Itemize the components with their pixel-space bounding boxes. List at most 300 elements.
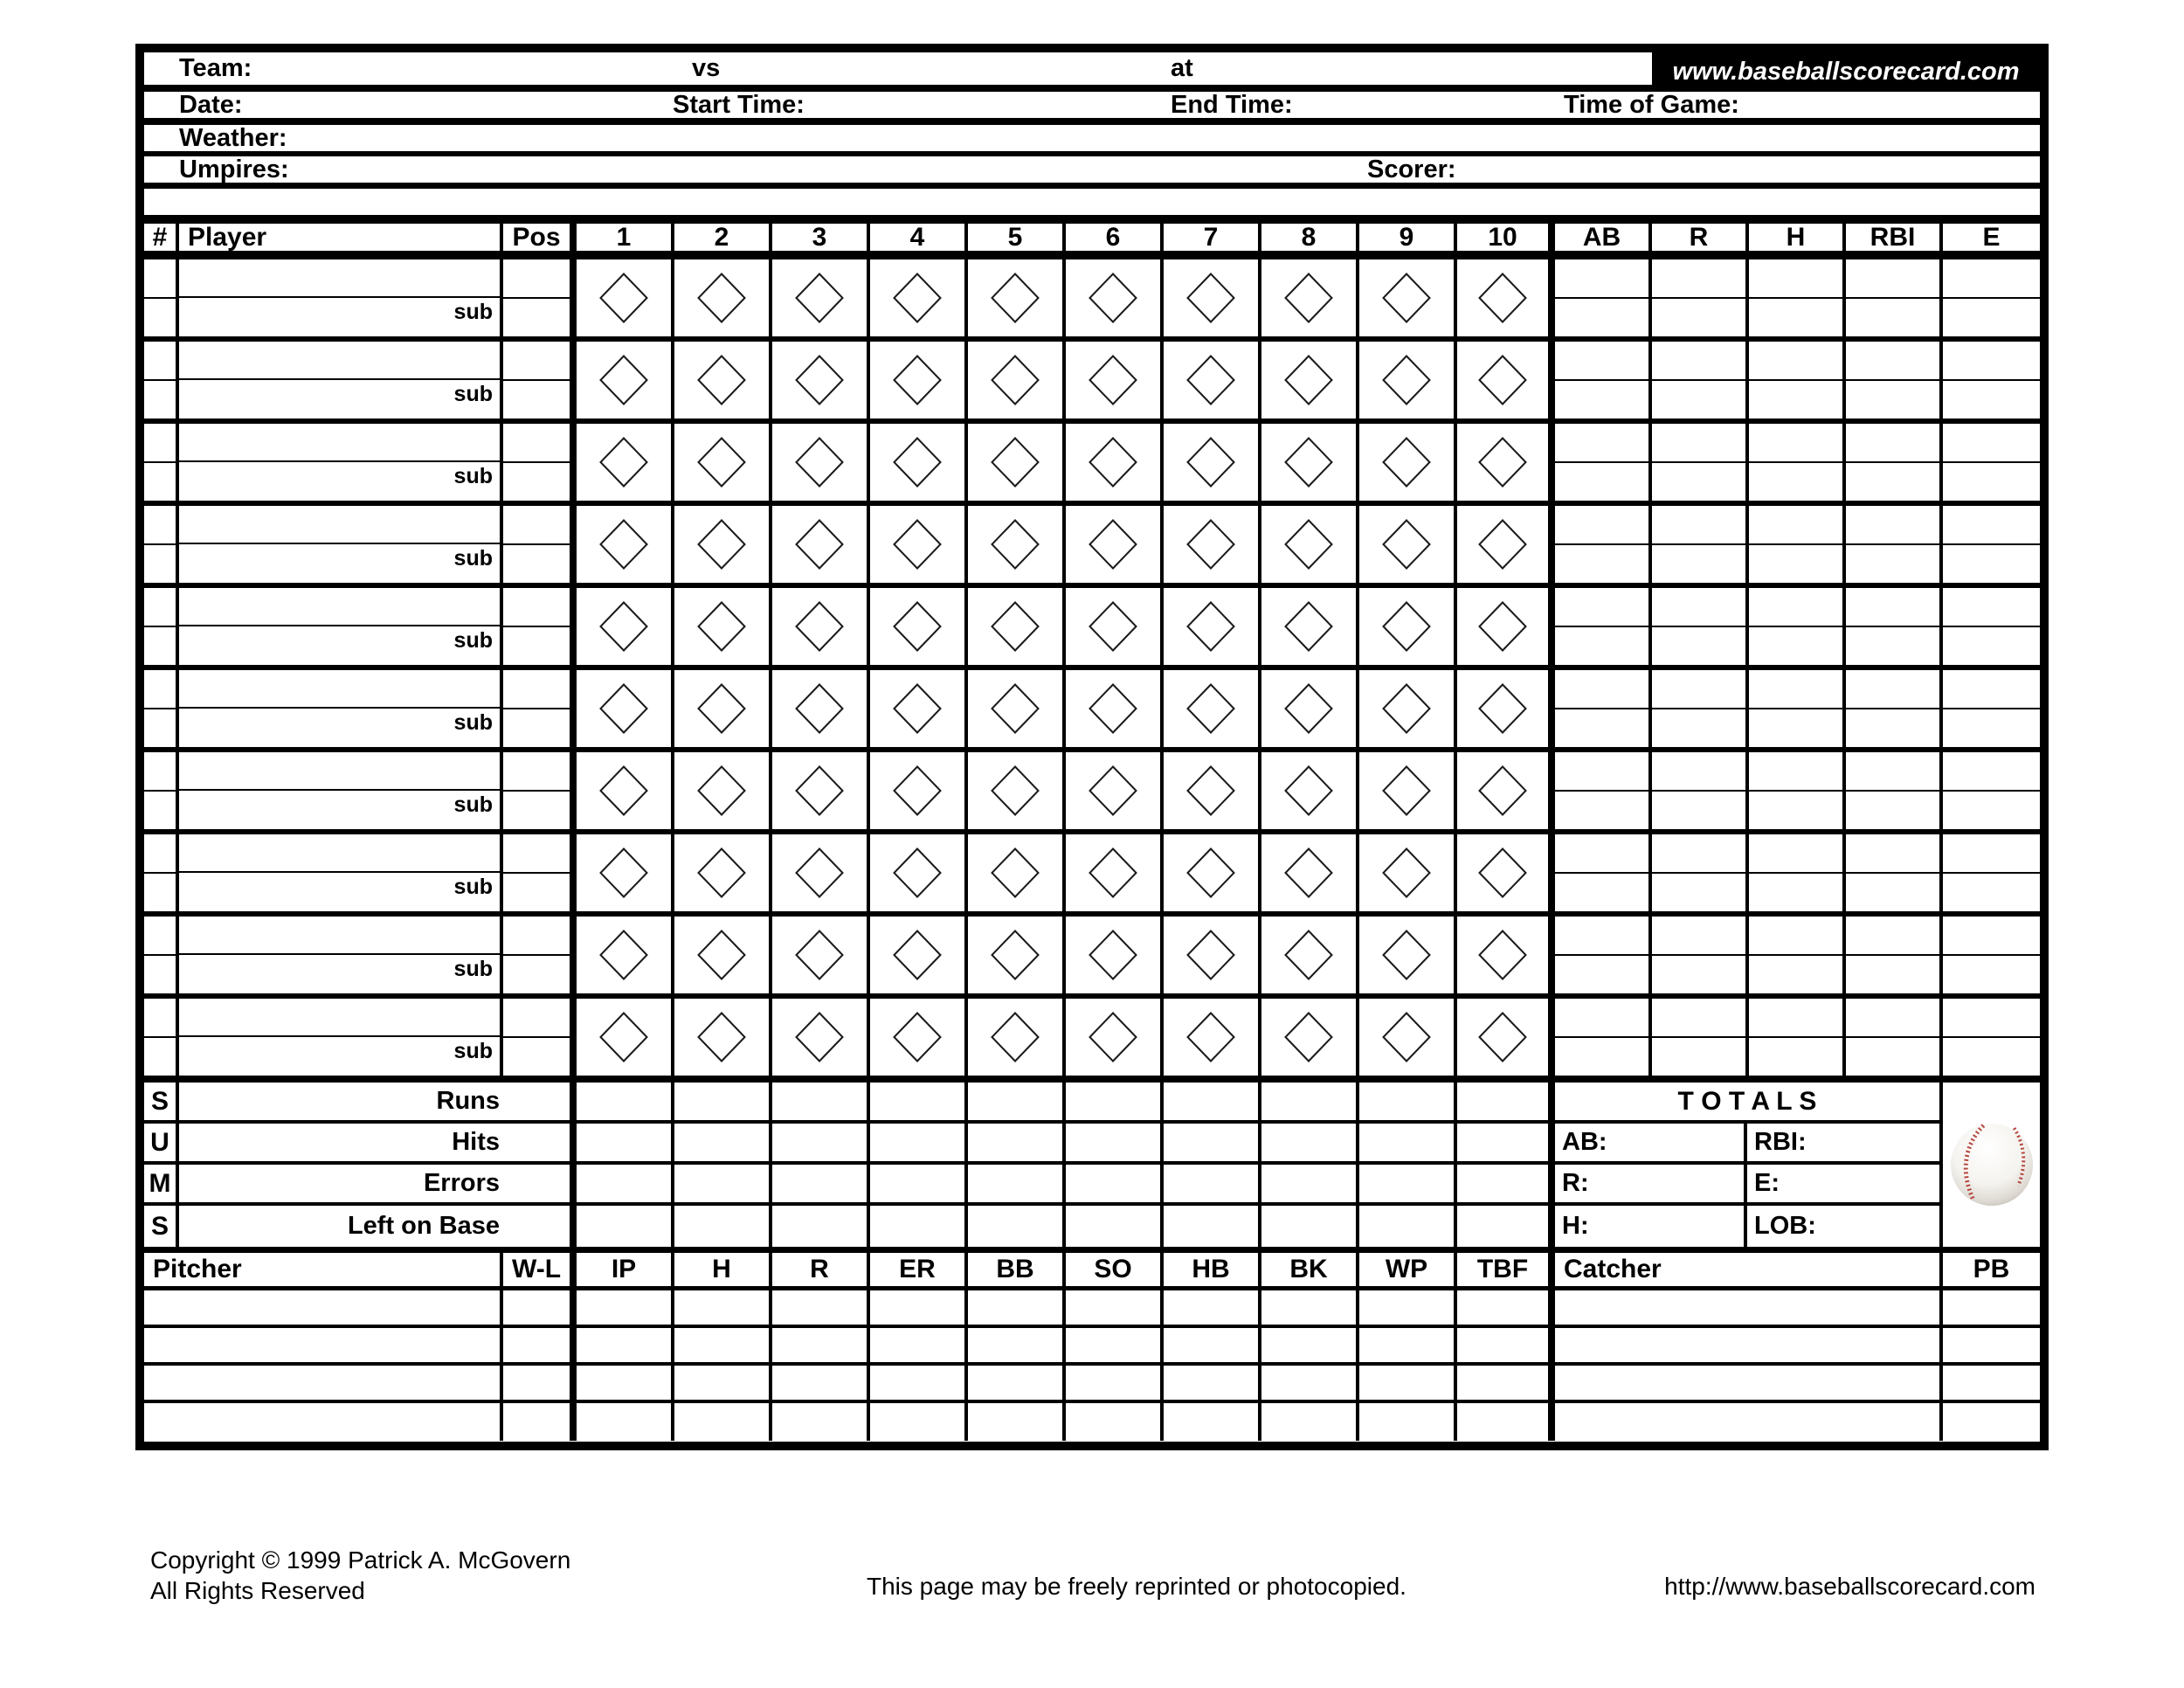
r-cell[interactable] (1652, 259, 1745, 299)
ab-cell[interactable] (1555, 259, 1648, 299)
inning-scoring-cell[interactable] (1164, 670, 1261, 747)
pitcher-stat-cell[interactable] (968, 1328, 1066, 1362)
sums-inning-total-cell[interactable] (968, 1083, 1066, 1120)
inning-scoring-cell[interactable] (1359, 506, 1457, 583)
sums-inning-total-cell[interactable] (1359, 1206, 1457, 1247)
rbi-sub-cell[interactable] (1846, 1038, 1939, 1076)
pitcher-stat-cell[interactable] (968, 1366, 1066, 1400)
rbi-sub-cell[interactable] (1846, 956, 1939, 993)
inning-scoring-cell[interactable] (577, 506, 674, 583)
inning-scoring-cell[interactable] (674, 834, 772, 911)
sums-inning-total-cell[interactable] (968, 1165, 1066, 1202)
inning-scoring-cell[interactable] (772, 834, 870, 911)
pitcher-stat-cell[interactable] (1066, 1290, 1164, 1325)
inning-scoring-cell[interactable] (772, 588, 870, 665)
player-number-cell[interactable] (144, 424, 176, 463)
ab-cell[interactable] (1555, 752, 1648, 792)
sums-inning-total-cell[interactable] (1359, 1165, 1457, 1202)
inning-scoring-cell[interactable] (1457, 834, 1555, 911)
r-sub-cell[interactable] (1652, 956, 1745, 993)
sums-inning-total-cell[interactable] (1164, 1206, 1261, 1247)
inning-scoring-cell[interactable] (1457, 506, 1555, 583)
catcher-name-cell[interactable] (1555, 1403, 1943, 1441)
pitcher-stat-cell[interactable] (772, 1290, 870, 1325)
r-sub-cell[interactable] (1652, 299, 1745, 336)
sub-name-cell[interactable] (179, 544, 500, 583)
catcher-pb-cell[interactable] (1943, 1328, 2040, 1362)
inning-scoring-cell[interactable] (674, 424, 772, 501)
e-sub-cell[interactable] (1943, 792, 2040, 829)
pitcher-stat-cell[interactable] (870, 1366, 968, 1400)
position-cell[interactable] (503, 506, 570, 545)
sums-inning-total-cell[interactable] (1457, 1206, 1555, 1247)
sums-inning-total-cell[interactable] (772, 1124, 870, 1161)
inning-scoring-cell[interactable] (870, 588, 968, 665)
inning-scoring-cell[interactable] (968, 506, 1066, 583)
rbi-sub-cell[interactable] (1846, 874, 1939, 911)
sub-name-cell[interactable] (179, 462, 500, 501)
ab-cell[interactable] (1555, 999, 1648, 1038)
sums-inning-total-cell[interactable] (1164, 1083, 1261, 1120)
rbi-cell[interactable] (1846, 424, 1939, 463)
inning-scoring-cell[interactable] (968, 424, 1066, 501)
player-number-cell[interactable] (144, 259, 176, 299)
inning-scoring-cell[interactable] (1066, 259, 1164, 336)
e-sub-cell[interactable] (1943, 381, 2040, 419)
inning-scoring-cell[interactable] (674, 259, 772, 336)
totals-left-field[interactable]: H: (1555, 1206, 1747, 1247)
pitcher-stat-cell[interactable] (1359, 1290, 1457, 1325)
inning-scoring-cell[interactable] (1359, 752, 1457, 829)
catcher-pb-cell[interactable] (1943, 1403, 2040, 1441)
pitcher-wl-cell[interactable] (503, 1403, 577, 1441)
inning-scoring-cell[interactable] (968, 917, 1066, 993)
inning-scoring-cell[interactable] (870, 259, 968, 336)
inning-scoring-cell[interactable] (870, 917, 968, 993)
rbi-cell[interactable] (1846, 752, 1939, 792)
sums-inning-total-cell[interactable] (577, 1083, 674, 1120)
inning-scoring-cell[interactable] (577, 670, 674, 747)
inning-scoring-cell[interactable] (1261, 917, 1359, 993)
sub-name-cell[interactable] (179, 873, 500, 911)
pitcher-stat-cell[interactable] (674, 1328, 772, 1362)
inning-scoring-cell[interactable] (870, 670, 968, 747)
player-name-cell[interactable] (179, 259, 500, 298)
inning-scoring-cell[interactable] (1457, 670, 1555, 747)
sums-inning-total-cell[interactable] (1066, 1124, 1164, 1161)
sub-number-cell[interactable] (144, 627, 176, 665)
player-number-cell[interactable] (144, 342, 176, 381)
sums-inning-total-cell[interactable] (674, 1083, 772, 1120)
position-cell[interactable] (503, 917, 570, 956)
rbi-cell[interactable] (1846, 259, 1939, 299)
r-sub-cell[interactable] (1652, 627, 1745, 665)
r-cell[interactable] (1652, 752, 1745, 792)
sub-name-cell[interactable] (179, 791, 500, 829)
position-cell[interactable] (503, 588, 570, 627)
ab-cell[interactable] (1555, 917, 1648, 956)
r-cell[interactable] (1652, 834, 1745, 874)
totals-right-field[interactable]: LOB: (1754, 1212, 1816, 1240)
pitcher-name-cell[interactable] (144, 1290, 503, 1325)
sums-inning-total-cell[interactable] (870, 1206, 968, 1247)
pitcher-stat-cell[interactable] (870, 1328, 968, 1362)
r-sub-cell[interactable] (1652, 463, 1745, 501)
rbi-sub-cell[interactable] (1846, 299, 1939, 336)
rbi-sub-cell[interactable] (1846, 792, 1939, 829)
inning-scoring-cell[interactable] (1066, 917, 1164, 993)
e-sub-cell[interactable] (1943, 299, 2040, 336)
sums-inning-total-cell[interactable] (870, 1124, 968, 1161)
e-sub-cell[interactable] (1943, 1038, 2040, 1076)
h-cell[interactable] (1749, 342, 1842, 381)
sub-position-cell[interactable] (503, 463, 570, 501)
inning-scoring-cell[interactable] (577, 259, 674, 336)
pitcher-stat-cell[interactable] (1066, 1328, 1164, 1362)
inning-scoring-cell[interactable] (968, 259, 1066, 336)
position-cell[interactable] (503, 259, 570, 299)
e-cell[interactable] (1943, 999, 2040, 1038)
sums-inning-total-cell[interactable] (1066, 1206, 1164, 1247)
sub-position-cell[interactable] (503, 709, 570, 747)
sums-inning-total-cell[interactable] (1457, 1165, 1555, 1202)
sums-inning-total-cell[interactable] (968, 1206, 1066, 1247)
inning-scoring-cell[interactable] (1457, 999, 1555, 1076)
sums-inning-total-cell[interactable] (1261, 1206, 1359, 1247)
position-cell[interactable] (503, 752, 570, 792)
sums-inning-total-cell[interactable] (1066, 1083, 1164, 1120)
inning-scoring-cell[interactable] (1164, 834, 1261, 911)
h-sub-cell[interactable] (1749, 1038, 1842, 1076)
pitcher-stat-cell[interactable] (577, 1366, 674, 1400)
pitcher-stat-cell[interactable] (772, 1366, 870, 1400)
player-number-cell[interactable] (144, 834, 176, 874)
h-cell[interactable] (1749, 752, 1842, 792)
r-cell[interactable] (1652, 342, 1745, 381)
inning-scoring-cell[interactable] (870, 752, 968, 829)
sub-position-cell[interactable] (503, 874, 570, 911)
inning-scoring-cell[interactable] (1066, 670, 1164, 747)
player-number-cell[interactable] (144, 752, 176, 792)
pitcher-stat-cell[interactable] (1261, 1290, 1359, 1325)
sums-inning-total-cell[interactable] (577, 1124, 674, 1161)
ab-cell[interactable] (1555, 424, 1648, 463)
inning-scoring-cell[interactable] (870, 999, 968, 1076)
player-name-cell[interactable] (179, 999, 500, 1037)
pitcher-name-cell[interactable] (144, 1403, 503, 1441)
catcher-pb-cell[interactable] (1943, 1290, 2040, 1325)
e-cell[interactable] (1943, 259, 2040, 299)
h-sub-cell[interactable] (1749, 874, 1842, 911)
pitcher-stat-cell[interactable] (1164, 1366, 1261, 1400)
inning-scoring-cell[interactable] (1066, 424, 1164, 501)
inning-scoring-cell[interactable] (968, 342, 1066, 419)
pitcher-name-cell[interactable] (144, 1366, 503, 1400)
inning-scoring-cell[interactable] (968, 588, 1066, 665)
sub-number-cell[interactable] (144, 709, 176, 747)
inning-scoring-cell[interactable] (1359, 259, 1457, 336)
sums-inning-total-cell[interactable] (772, 1083, 870, 1120)
r-cell[interactable] (1652, 917, 1745, 956)
pitcher-stat-cell[interactable] (1261, 1403, 1359, 1441)
sub-number-cell[interactable] (144, 545, 176, 583)
h-sub-cell[interactable] (1749, 463, 1842, 501)
catcher-pb-cell[interactable] (1943, 1366, 2040, 1400)
rbi-cell[interactable] (1846, 834, 1939, 874)
sub-position-cell[interactable] (503, 956, 570, 993)
pitcher-stat-cell[interactable] (674, 1366, 772, 1400)
sums-inning-total-cell[interactable] (1164, 1124, 1261, 1161)
pitcher-name-cell[interactable] (144, 1328, 503, 1362)
inning-scoring-cell[interactable] (1066, 752, 1164, 829)
r-cell[interactable] (1652, 424, 1745, 463)
sums-inning-total-cell[interactable] (1261, 1083, 1359, 1120)
inning-scoring-cell[interactable] (674, 506, 772, 583)
h-cell[interactable] (1749, 424, 1842, 463)
r-sub-cell[interactable] (1652, 1038, 1745, 1076)
inning-scoring-cell[interactable] (772, 999, 870, 1076)
pitcher-wl-cell[interactable] (503, 1290, 577, 1325)
sums-inning-total-cell[interactable] (674, 1206, 772, 1247)
sub-position-cell[interactable] (503, 299, 570, 336)
sums-inning-total-cell[interactable] (772, 1165, 870, 1202)
player-number-cell[interactable] (144, 670, 176, 709)
pitcher-stat-cell[interactable] (1359, 1403, 1457, 1441)
inning-scoring-cell[interactable] (870, 834, 968, 911)
inning-scoring-cell[interactable] (772, 917, 870, 993)
pitcher-stat-cell[interactable] (1359, 1366, 1457, 1400)
h-cell[interactable] (1749, 588, 1842, 627)
ab-sub-cell[interactable] (1555, 627, 1648, 665)
sums-inning-total-cell[interactable] (1164, 1165, 1261, 1202)
sums-inning-total-cell[interactable] (870, 1083, 968, 1120)
inning-scoring-cell[interactable] (1457, 752, 1555, 829)
inning-scoring-cell[interactable] (1066, 342, 1164, 419)
inning-scoring-cell[interactable] (1359, 917, 1457, 993)
inning-scoring-cell[interactable] (772, 342, 870, 419)
sub-number-cell[interactable] (144, 792, 176, 829)
inning-scoring-cell[interactable] (1261, 670, 1359, 747)
player-name-cell[interactable] (179, 424, 500, 462)
sub-name-cell[interactable] (179, 298, 500, 336)
player-name-cell[interactable] (179, 342, 500, 380)
inning-scoring-cell[interactable] (1261, 506, 1359, 583)
inning-scoring-cell[interactable] (1066, 999, 1164, 1076)
e-sub-cell[interactable] (1943, 627, 2040, 665)
sums-inning-total-cell[interactable] (577, 1165, 674, 1202)
inning-scoring-cell[interactable] (1359, 670, 1457, 747)
inning-scoring-cell[interactable] (1359, 999, 1457, 1076)
rbi-sub-cell[interactable] (1846, 381, 1939, 419)
sub-number-cell[interactable] (144, 1038, 176, 1076)
h-sub-cell[interactable] (1749, 956, 1842, 993)
inning-scoring-cell[interactable] (1359, 342, 1457, 419)
inning-scoring-cell[interactable] (577, 752, 674, 829)
catcher-name-cell[interactable] (1555, 1290, 1943, 1325)
inning-scoring-cell[interactable] (1457, 259, 1555, 336)
h-sub-cell[interactable] (1749, 299, 1842, 336)
e-sub-cell[interactable] (1943, 874, 2040, 911)
inning-scoring-cell[interactable] (870, 424, 968, 501)
inning-scoring-cell[interactable] (577, 342, 674, 419)
totals-left-field[interactable]: R: (1555, 1165, 1747, 1202)
h-cell[interactable] (1749, 999, 1842, 1038)
e-cell[interactable] (1943, 506, 2040, 545)
pitcher-stat-cell[interactable] (1457, 1403, 1555, 1441)
r-sub-cell[interactable] (1652, 545, 1745, 583)
inning-scoring-cell[interactable] (674, 917, 772, 993)
inning-scoring-cell[interactable] (1164, 424, 1261, 501)
r-cell[interactable] (1652, 999, 1745, 1038)
inning-scoring-cell[interactable] (870, 342, 968, 419)
sub-position-cell[interactable] (503, 545, 570, 583)
pitcher-stat-cell[interactable] (1457, 1290, 1555, 1325)
pitcher-stat-cell[interactable] (870, 1290, 968, 1325)
sums-inning-total-cell[interactable] (1261, 1165, 1359, 1202)
pitcher-stat-cell[interactable] (674, 1290, 772, 1325)
position-cell[interactable] (503, 342, 570, 381)
inning-scoring-cell[interactable] (577, 999, 674, 1076)
rbi-cell[interactable] (1846, 342, 1939, 381)
sub-position-cell[interactable] (503, 792, 570, 829)
rbi-sub-cell[interactable] (1846, 545, 1939, 583)
inning-scoring-cell[interactable] (1164, 342, 1261, 419)
position-cell[interactable] (503, 670, 570, 709)
e-sub-cell[interactable] (1943, 545, 2040, 583)
r-sub-cell[interactable] (1652, 792, 1745, 829)
e-cell[interactable] (1943, 424, 2040, 463)
inning-scoring-cell[interactable] (1359, 834, 1457, 911)
inning-scoring-cell[interactable] (772, 424, 870, 501)
pitcher-stat-cell[interactable] (1359, 1328, 1457, 1362)
inning-scoring-cell[interactable] (577, 424, 674, 501)
ab-sub-cell[interactable] (1555, 463, 1648, 501)
e-cell[interactable] (1943, 917, 2040, 956)
h-sub-cell[interactable] (1749, 381, 1842, 419)
inning-scoring-cell[interactable] (1457, 917, 1555, 993)
sub-number-cell[interactable] (144, 299, 176, 336)
sub-number-cell[interactable] (144, 381, 176, 419)
ab-sub-cell[interactable] (1555, 545, 1648, 583)
h-sub-cell[interactable] (1749, 792, 1842, 829)
weather-entry-row[interactable] (144, 125, 2040, 156)
inning-scoring-cell[interactable] (968, 834, 1066, 911)
inning-scoring-cell[interactable] (1261, 999, 1359, 1076)
sub-position-cell[interactable] (503, 627, 570, 665)
inning-scoring-cell[interactable] (1359, 424, 1457, 501)
ab-sub-cell[interactable] (1555, 299, 1648, 336)
sums-inning-total-cell[interactable] (1359, 1124, 1457, 1161)
pitcher-stat-cell[interactable] (772, 1403, 870, 1441)
sub-name-cell[interactable] (179, 380, 500, 419)
pitcher-stat-cell[interactable] (1066, 1403, 1164, 1441)
inning-scoring-cell[interactable] (674, 342, 772, 419)
rbi-cell[interactable] (1846, 670, 1939, 709)
inning-scoring-cell[interactable] (674, 752, 772, 829)
e-cell[interactable] (1943, 670, 2040, 709)
player-number-cell[interactable] (144, 588, 176, 627)
pitcher-stat-cell[interactable] (1261, 1328, 1359, 1362)
rbi-cell[interactable] (1846, 588, 1939, 627)
sub-name-cell[interactable] (179, 709, 500, 747)
inning-scoring-cell[interactable] (1261, 834, 1359, 911)
rbi-cell[interactable] (1846, 999, 1939, 1038)
inning-scoring-cell[interactable] (1066, 588, 1164, 665)
rbi-sub-cell[interactable] (1846, 709, 1939, 747)
ab-sub-cell[interactable] (1555, 874, 1648, 911)
catcher-name-cell[interactable] (1555, 1366, 1943, 1400)
ab-cell[interactable] (1555, 670, 1648, 709)
ab-sub-cell[interactable] (1555, 709, 1648, 747)
e-cell[interactable] (1943, 342, 2040, 381)
catcher-name-cell[interactable] (1555, 1328, 1943, 1362)
sums-inning-total-cell[interactable] (1066, 1165, 1164, 1202)
inning-scoring-cell[interactable] (577, 588, 674, 665)
player-name-cell[interactable] (179, 506, 500, 544)
inning-scoring-cell[interactable] (1066, 834, 1164, 911)
player-number-cell[interactable] (144, 999, 176, 1038)
pitcher-stat-cell[interactable] (674, 1403, 772, 1441)
r-sub-cell[interactable] (1652, 381, 1745, 419)
h-cell[interactable] (1749, 834, 1842, 874)
r-cell[interactable] (1652, 506, 1745, 545)
inning-scoring-cell[interactable] (968, 670, 1066, 747)
sums-inning-total-cell[interactable] (1457, 1083, 1555, 1120)
pitcher-stat-cell[interactable] (870, 1403, 968, 1441)
pitcher-stat-cell[interactable] (1164, 1290, 1261, 1325)
sums-inning-total-cell[interactable] (674, 1124, 772, 1161)
umpires-entry-row[interactable] (144, 156, 2040, 189)
inning-scoring-cell[interactable] (968, 752, 1066, 829)
e-cell[interactable] (1943, 834, 2040, 874)
player-name-cell[interactable] (179, 588, 500, 626)
rbi-cell[interactable] (1846, 506, 1939, 545)
inning-scoring-cell[interactable] (1457, 588, 1555, 665)
h-cell[interactable] (1749, 917, 1842, 956)
ab-cell[interactable] (1555, 342, 1648, 381)
totals-right-field[interactable]: RBI: (1754, 1128, 1807, 1156)
inning-scoring-cell[interactable] (1164, 917, 1261, 993)
sub-position-cell[interactable] (503, 1038, 570, 1076)
h-cell[interactable] (1749, 670, 1842, 709)
h-sub-cell[interactable] (1749, 709, 1842, 747)
player-name-cell[interactable] (179, 917, 500, 955)
inning-scoring-cell[interactable] (1164, 999, 1261, 1076)
player-name-cell[interactable] (179, 670, 500, 709)
inning-scoring-cell[interactable] (870, 506, 968, 583)
e-sub-cell[interactable] (1943, 709, 2040, 747)
ab-sub-cell[interactable] (1555, 1038, 1648, 1076)
r-cell[interactable] (1652, 670, 1745, 709)
inning-scoring-cell[interactable] (1261, 424, 1359, 501)
inning-scoring-cell[interactable] (1457, 342, 1555, 419)
pitcher-stat-cell[interactable] (1457, 1366, 1555, 1400)
r-sub-cell[interactable] (1652, 709, 1745, 747)
ab-sub-cell[interactable] (1555, 956, 1648, 993)
sums-inning-total-cell[interactable] (674, 1165, 772, 1202)
pitcher-stat-cell[interactable] (968, 1403, 1066, 1441)
e-sub-cell[interactable] (1943, 463, 2040, 501)
sums-inning-total-cell[interactable] (1359, 1083, 1457, 1120)
sub-number-cell[interactable] (144, 956, 176, 993)
inning-scoring-cell[interactable] (1164, 506, 1261, 583)
inning-scoring-cell[interactable] (1261, 259, 1359, 336)
e-cell[interactable] (1943, 752, 2040, 792)
rbi-cell[interactable] (1846, 917, 1939, 956)
ab-sub-cell[interactable] (1555, 381, 1648, 419)
r-cell[interactable] (1652, 588, 1745, 627)
inning-scoring-cell[interactable] (577, 834, 674, 911)
